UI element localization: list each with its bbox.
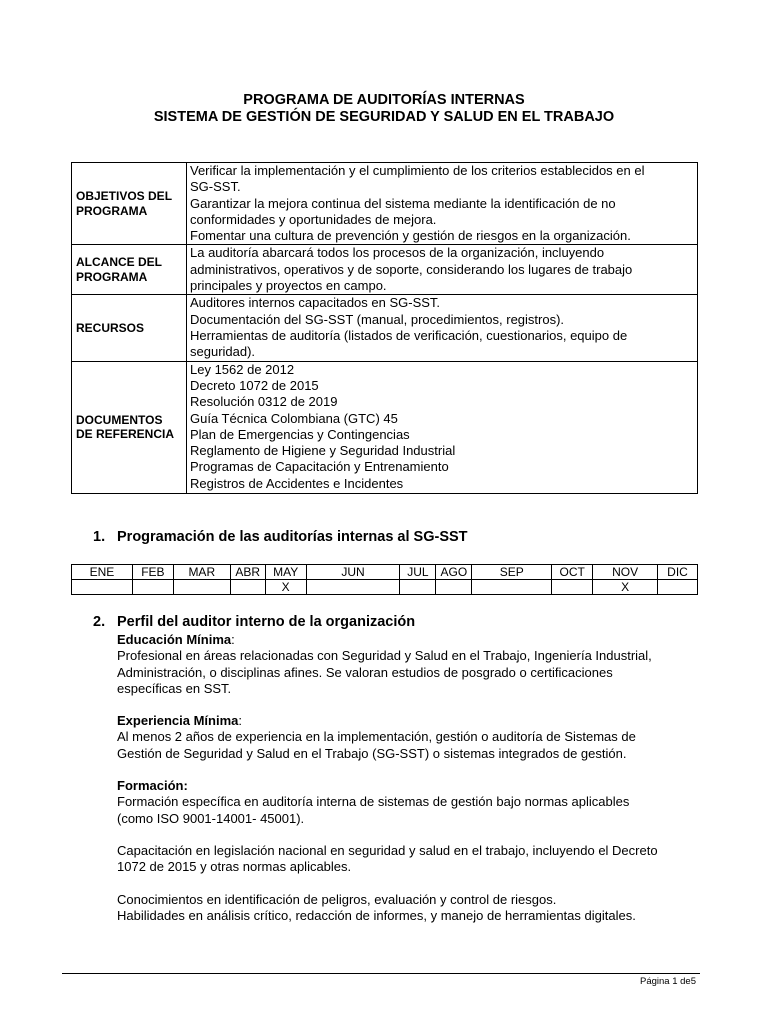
program-info-table <box>71 162 698 494</box>
month-cell: FEB <box>132 565 173 580</box>
month-cell: ENE <box>72 565 133 580</box>
document-subtitle: SISTEMA DE GESTIÓN DE SEGURIDAD Y SALUD EN EL TRABAJO <box>153 109 615 125</box>
month-cell: OCT <box>552 565 593 580</box>
mark-cell <box>658 580 698 595</box>
mark-cell <box>400 580 436 595</box>
row-label-recursos: RECURSOS <box>72 295 187 361</box>
audit-schedule-table <box>71 564 698 595</box>
section-2-heading: 2. Perfil del auditor interno de la organización <box>93 614 416 630</box>
mark-cell <box>436 580 472 595</box>
training-heading: Formación: <box>117 778 188 794</box>
row-value-documentos: Ley 1562 de 2012 Decreto 1072 de 2015 Resolución 0312 de 2019 Guía Técnica Colombiana (GTC) 45 Plan de Emergencias y Contingencias Reglamento de Higiene y Seguridad Industrial Programas de Capacitación y Entrenamiento Registros de Accidentes e Incidentes <box>187 361 698 493</box>
auditor-profile: Educación Mínima: Profesional en áreas relacionadas con Seguridad y Salud en el Trabajo, Ingeniería Industrial, Administración, o disciplinas afines. Se valoran estudios de posgrado o certificaciones específicas en SST. Experiencia Mínima: Al menos 2 años de experiencia en la implementación, gestión o auditoría de Sistemas de Gestión de Seguridad y Salud en el Trabajo (SG-SST) o sistemas integrados de gestión. Formación: Formación específica en auditoría interna de sistemas de gestión bajo normas aplicables (como ISO 9001-14001- 45001). Capacitación en legislación nacional en seguridad y salud en el trabajo, incluyendo el Decreto 1072 de 2015 y otras normas aplicables. Conocimientos en identificación de peligros, evaluación y control de riesgos. Habilidades en análisis crítico, redacción de informes, y manejo de herramientas digitales. <box>117 632 717 924</box>
schedule-month-row <box>72 565 698 580</box>
mark-cell <box>72 580 133 595</box>
section-1-heading: 1. Programación de las auditorías internas al SG-SST <box>93 529 468 545</box>
mark-cell <box>132 580 173 595</box>
month-cell: MAR <box>173 565 230 580</box>
education-heading: Educación Mínima: <box>117 632 235 647</box>
row-value-alcance: La auditoría abarcará todos los procesos de la organización, incluyendo administrativos, operativos y de soporte, considerando los lugares de trabajo principales y proyectos en campo. <box>187 245 698 295</box>
row-label-alcance: ALCANCE DEL PROGRAMA <box>72 245 187 295</box>
mark-cell <box>230 580 265 595</box>
page-number: Página 1 de5 <box>640 976 696 987</box>
schedule-mark-row <box>72 580 698 595</box>
row-label-objetivos: OBJETIVOS DEL PROGRAMA <box>72 163 187 245</box>
row-value-recursos: Auditores internos capacitados en SG-SST. Documentación del SG-SST (manual, procedimientos, registros). Herramientas de auditoría (listados de verificación, cuestionarios, equipo de seguridad). <box>187 295 698 361</box>
row-value-objetivos: Verificar la implementación y el cumplimiento de los criterios establecidos en el SG-SST. Garantizar la mejora continua del sistema mediante la identificación de no conformidades y oportunidades de mejora. Fomentar una cultura de prevención y gestión de riesgos en la organización. <box>187 163 698 245</box>
table-row <box>72 245 698 295</box>
table-row <box>72 361 698 493</box>
row-label-documentos: DOCUMENTOS DE REFERENCIA <box>72 361 187 493</box>
experience-heading: Experiencia Mínima: <box>117 713 243 729</box>
mark-cell: X <box>593 580 658 595</box>
month-cell: MAY <box>265 565 306 580</box>
month-cell: DIC <box>658 565 698 580</box>
mark-cell <box>173 580 230 595</box>
month-cell: ABR <box>230 565 265 580</box>
month-cell: JUN <box>306 565 400 580</box>
mark-cell <box>306 580 400 595</box>
mark-cell: X <box>265 580 306 595</box>
mark-cell <box>472 580 552 595</box>
month-cell: NOV <box>593 565 658 580</box>
mark-cell <box>552 580 593 595</box>
month-cell: JUL <box>400 565 436 580</box>
footer-divider <box>62 973 700 974</box>
month-cell: SEP <box>472 565 552 580</box>
table-row <box>72 163 698 245</box>
table-row <box>72 295 698 361</box>
document-title: PROGRAMA DE AUDITORÍAS INTERNAS <box>243 92 525 108</box>
month-cell: AGO <box>436 565 472 580</box>
